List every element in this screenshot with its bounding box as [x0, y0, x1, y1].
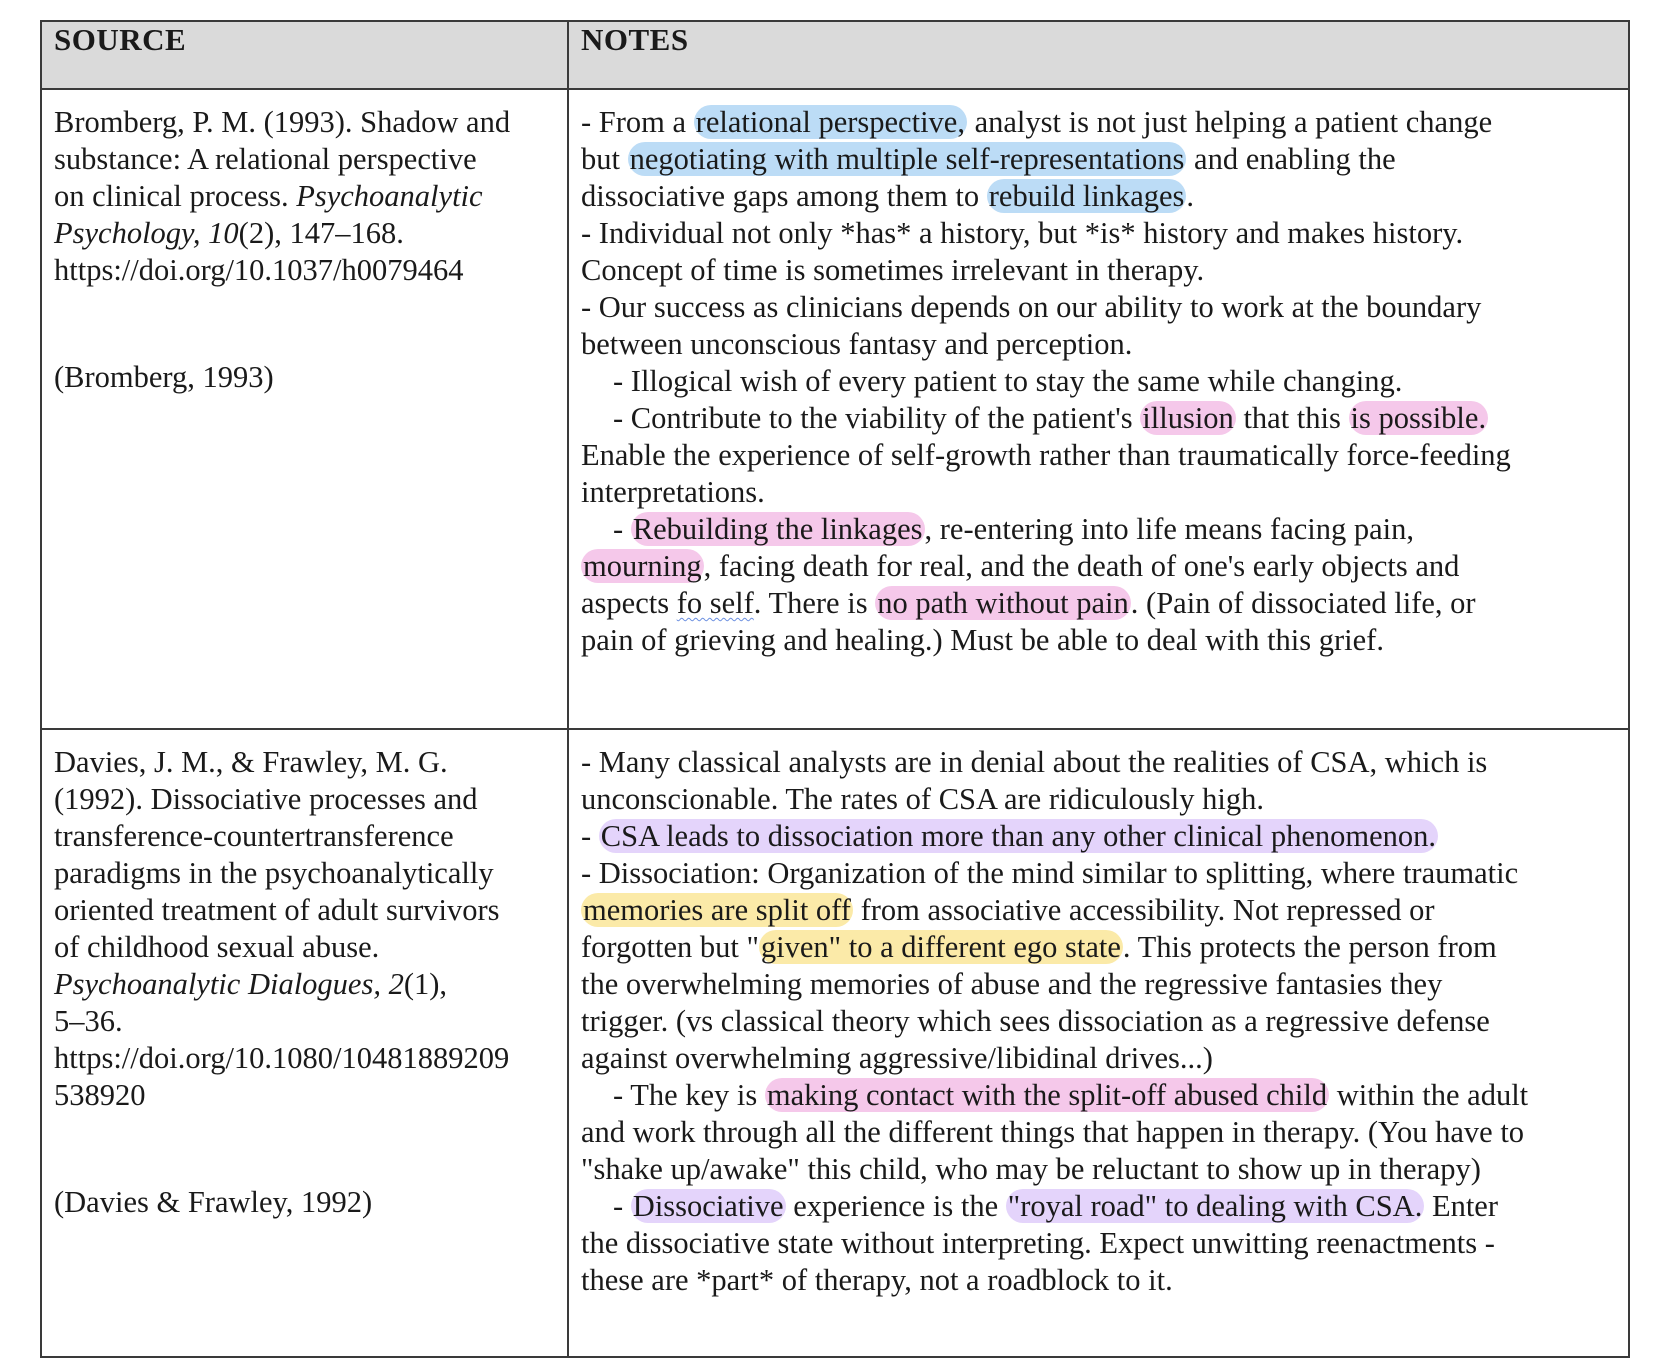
note-line: these are *part* of therapy, not a roadblock to it. — [581, 1263, 1173, 1297]
table-header-row — [41, 21, 1629, 89]
highlight-pink: no path without pain — [877, 586, 1129, 620]
in-text-citation: (Davies & Frawley, 1992) — [54, 1185, 373, 1219]
doi-link[interactable]: https://doi.org/10.1080/10481889209 — [54, 1041, 510, 1075]
note-line — [581, 141, 1616, 178]
note-text: from associative accessibility. Not repressed or — [852, 893, 1435, 927]
in-text-citation: (Bromberg, 1993) — [54, 360, 274, 394]
header-notes: NOTES — [568, 21, 1629, 89]
note-text: within the adult — [1329, 1078, 1529, 1112]
source-cell — [41, 729, 568, 1357]
note-line — [581, 178, 1616, 215]
note-line — [581, 1188, 1616, 1225]
note-line: the overwhelming memories of abuse and the regressive fantasies they — [581, 967, 1443, 1001]
note-line — [581, 892, 1616, 929]
note-text: that this — [1235, 401, 1349, 435]
note-line: - Our success as clinicians depends on our ability to work at the boundary — [581, 290, 1482, 324]
note-text: Enter — [1424, 1189, 1499, 1223]
table-row — [41, 89, 1629, 729]
header-source: SOURCE — [41, 21, 568, 89]
note-line: - Illogical wish of every patient to stay the same while changing. — [613, 364, 1403, 398]
citation-line: transference-countertransference — [54, 819, 454, 853]
citation-text: (1), — [403, 967, 448, 1001]
notes-cell — [568, 89, 1629, 729]
note-text: . — [1186, 179, 1195, 213]
note-line: Concept of time is sometimes irrelevant in therapy. — [581, 253, 1205, 287]
note-text: - Contribute to the viability of the patient's — [613, 401, 1141, 435]
highlight-pink: Rebuilding the linkages — [632, 512, 923, 546]
note-line: between unconscious fantasy and perception. — [581, 327, 1133, 361]
note-line — [581, 1077, 1616, 1114]
highlight-pink: making contact with the split-off abused child — [766, 1078, 1328, 1112]
citation-line: paradigms in the psychoanalytically — [54, 856, 494, 890]
spellcheck-underline[interactable]: fo self — [676, 586, 754, 620]
highlight-purple: "royal road" to dealing with CSA. — [1007, 1189, 1423, 1223]
highlight-blue: negotiating with multiple self-representations — [629, 142, 1185, 176]
note-line — [581, 548, 1616, 585]
note-text: but — [581, 142, 628, 176]
note-text: . (Pain of dissociated life, or — [1130, 586, 1476, 620]
note-line: - Many classical analysts are in denial about the realities of CSA, which is — [581, 745, 1488, 779]
note-text: , re-entering into life means facing pain, — [924, 512, 1415, 546]
note-line: unconscionable. The rates of CSA are ridiculously high. — [581, 782, 1265, 816]
highlight-pink: mourning — [583, 549, 702, 583]
note-text: aspects — [581, 586, 677, 620]
note-text: - The key is — [613, 1078, 765, 1112]
highlight-yellow: memories are split off — [583, 893, 851, 927]
citation-text: (2), 147–168. — [238, 216, 404, 250]
journal-title: Psychoanalytic Dialogues, 2 — [54, 967, 404, 1001]
table-row — [41, 729, 1629, 1357]
citation-line — [54, 178, 555, 215]
note-line — [581, 818, 1616, 855]
note-line: and work through all the different things that happen in therapy. (You have to — [581, 1115, 1525, 1149]
citation-line: (1992). Dissociative processes and — [54, 782, 478, 816]
notes-cell — [568, 729, 1629, 1357]
note-line: - Dissociation: Organization of the mind similar to splitting, where traumatic — [581, 856, 1519, 890]
note-line — [581, 511, 1616, 548]
note-line: the dissociative state without interpreting. Expect unwitting reenactments - — [581, 1226, 1495, 1260]
citation-line: 5–36. — [54, 1004, 123, 1038]
note-text: - From a — [581, 105, 694, 139]
note-line: - Individual not only *has* a history, but *is* history and makes history. — [581, 216, 1464, 250]
note-text: experience is the — [785, 1189, 1006, 1223]
citation-line: substance: A relational perspective — [54, 142, 477, 176]
note-line: Enable the experience of self-growth rather than traumatically force-feeding — [581, 438, 1511, 472]
note-text: . This protects the person from — [1122, 930, 1497, 964]
note-text: dissociative gaps among them to — [581, 179, 987, 213]
note-text: . There is — [753, 586, 876, 620]
note-text: , facing death for real, and the death of one's early objects and — [703, 549, 1460, 583]
source-cell — [41, 89, 568, 729]
citation-line: Davies, J. M., & Frawley, M. G. — [54, 745, 448, 779]
spacer — [54, 289, 555, 359]
note-text: - — [581, 819, 599, 853]
journal-volume: Psychology, 10 — [54, 216, 239, 250]
journal-title: Psychoanalytic — [296, 179, 483, 213]
note-line: against overwhelming aggressive/libidinal drives...) — [581, 1041, 1213, 1075]
note-text: - — [613, 1189, 631, 1223]
citation-line — [54, 966, 555, 1003]
note-line — [581, 104, 1616, 141]
note-line — [581, 929, 1616, 966]
citation-text: on clinical process. — [54, 179, 297, 213]
note-line: pain of grieving and healing.) Must be able to deal with this grief. — [581, 623, 1384, 657]
highlight-yellow: given" to a different ego state — [760, 930, 1121, 964]
note-line: "shake up/awake" this child, who may be reluctant to show up in therapy) — [581, 1152, 1481, 1186]
citation-line: of childhood sexual abuse. — [54, 930, 380, 964]
highlight-purple: Dissociative — [632, 1189, 784, 1223]
note-line: trigger. (vs classical theory which sees dissociation as a regressive defense — [581, 1004, 1490, 1038]
note-text: analyst is not just helping a patient change — [966, 105, 1493, 139]
doi-link[interactable]: 538920 — [54, 1078, 146, 1112]
note-text: forgotten but " — [581, 930, 759, 964]
highlight-blue: relational perspective, — [695, 105, 965, 139]
note-text: and enabling the — [1186, 142, 1396, 176]
note-line: interpretations. — [581, 475, 765, 509]
note-line — [581, 585, 1616, 622]
note-line — [581, 400, 1616, 437]
source-notes-table — [40, 20, 1630, 1358]
highlight-pink: illusion — [1142, 401, 1234, 435]
highlight-purple: CSA leads to dissociation more than any other clinical phenomenon. — [600, 819, 1436, 853]
citation-line: Bromberg, P. M. (1993). Shadow and — [54, 105, 511, 139]
citation-line: oriented treatment of adult survivors — [54, 893, 500, 927]
doi-link[interactable]: https://doi.org/10.1037/h0079464 — [54, 253, 464, 287]
highlight-pink: is possible. — [1350, 401, 1487, 435]
spacer — [54, 1114, 555, 1184]
highlight-blue: rebuild linkages — [988, 179, 1185, 213]
document-page — [40, 20, 1628, 1358]
citation-line — [54, 215, 555, 252]
note-text: - — [613, 512, 631, 546]
